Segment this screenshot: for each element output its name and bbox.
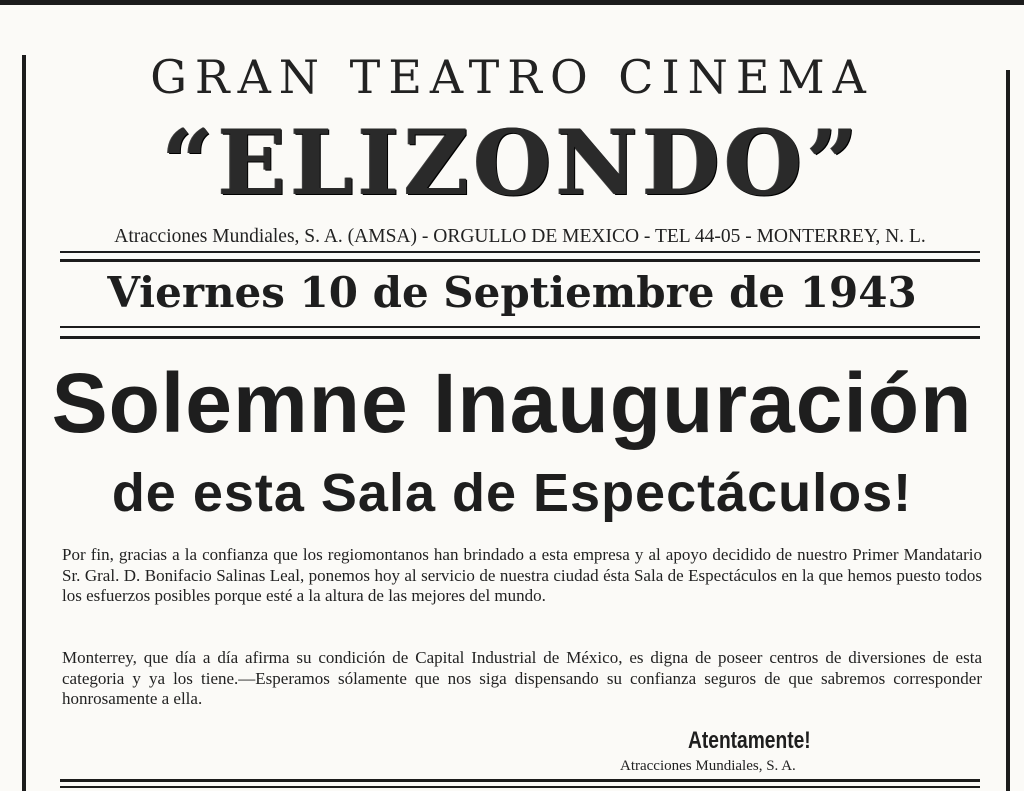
company-subline: Atracciones Mundiales, S. A. (AMSA) - ORGULLO DE MEXICO - TEL 44-05 - MONTERREY, N. L. [114, 226, 926, 247]
bottom-divider-2 [60, 786, 980, 788]
date-underline [60, 326, 980, 328]
signature-closing: Atentamente! [688, 727, 811, 754]
top-border [0, 0, 1024, 5]
signature-company: Atracciones Mundiales, S. A. [620, 758, 796, 774]
body-paragraph-1: Por fin, gracias a la confianza que los regiomontanos han brindado a esta empresa y al apoyo decidido de nuestro Primer Mandatario Sr. Gral. D. Bonifacio Salinas Leal, ponemos hoy al servicio de nuestra ciudad ésta Sala de Espectáculos en la que hemos puesto todos los esfuerzos posibles porque esté a la altura de las mejores del mundo. [62, 545, 982, 605]
subheadline: de esta Sala de Espectáculos! [111, 463, 913, 523]
headline: Solemne Inauguración [51, 356, 973, 450]
theater-name: “ELIZONDO” [161, 110, 863, 216]
subline-underline [60, 251, 980, 253]
divider-2 [60, 336, 980, 339]
event-date: Viernes 10 de Septiembre de 1943 [107, 268, 917, 317]
divider-1 [60, 259, 980, 262]
theater-heading: GRAN TEATRO CINEMA [150, 50, 874, 104]
body-paragraph-2: Monterrey, que día a día afirma su condición de Capital Industrial de México, es digna de poseer centros de diversiones de esta categoria y ya los tiene.—Esperamos sólamente que nos siga dispensando su confianza seguros de que sabremos corresponder honrosamente a ella. [62, 648, 982, 708]
bottom-divider [60, 779, 980, 782]
